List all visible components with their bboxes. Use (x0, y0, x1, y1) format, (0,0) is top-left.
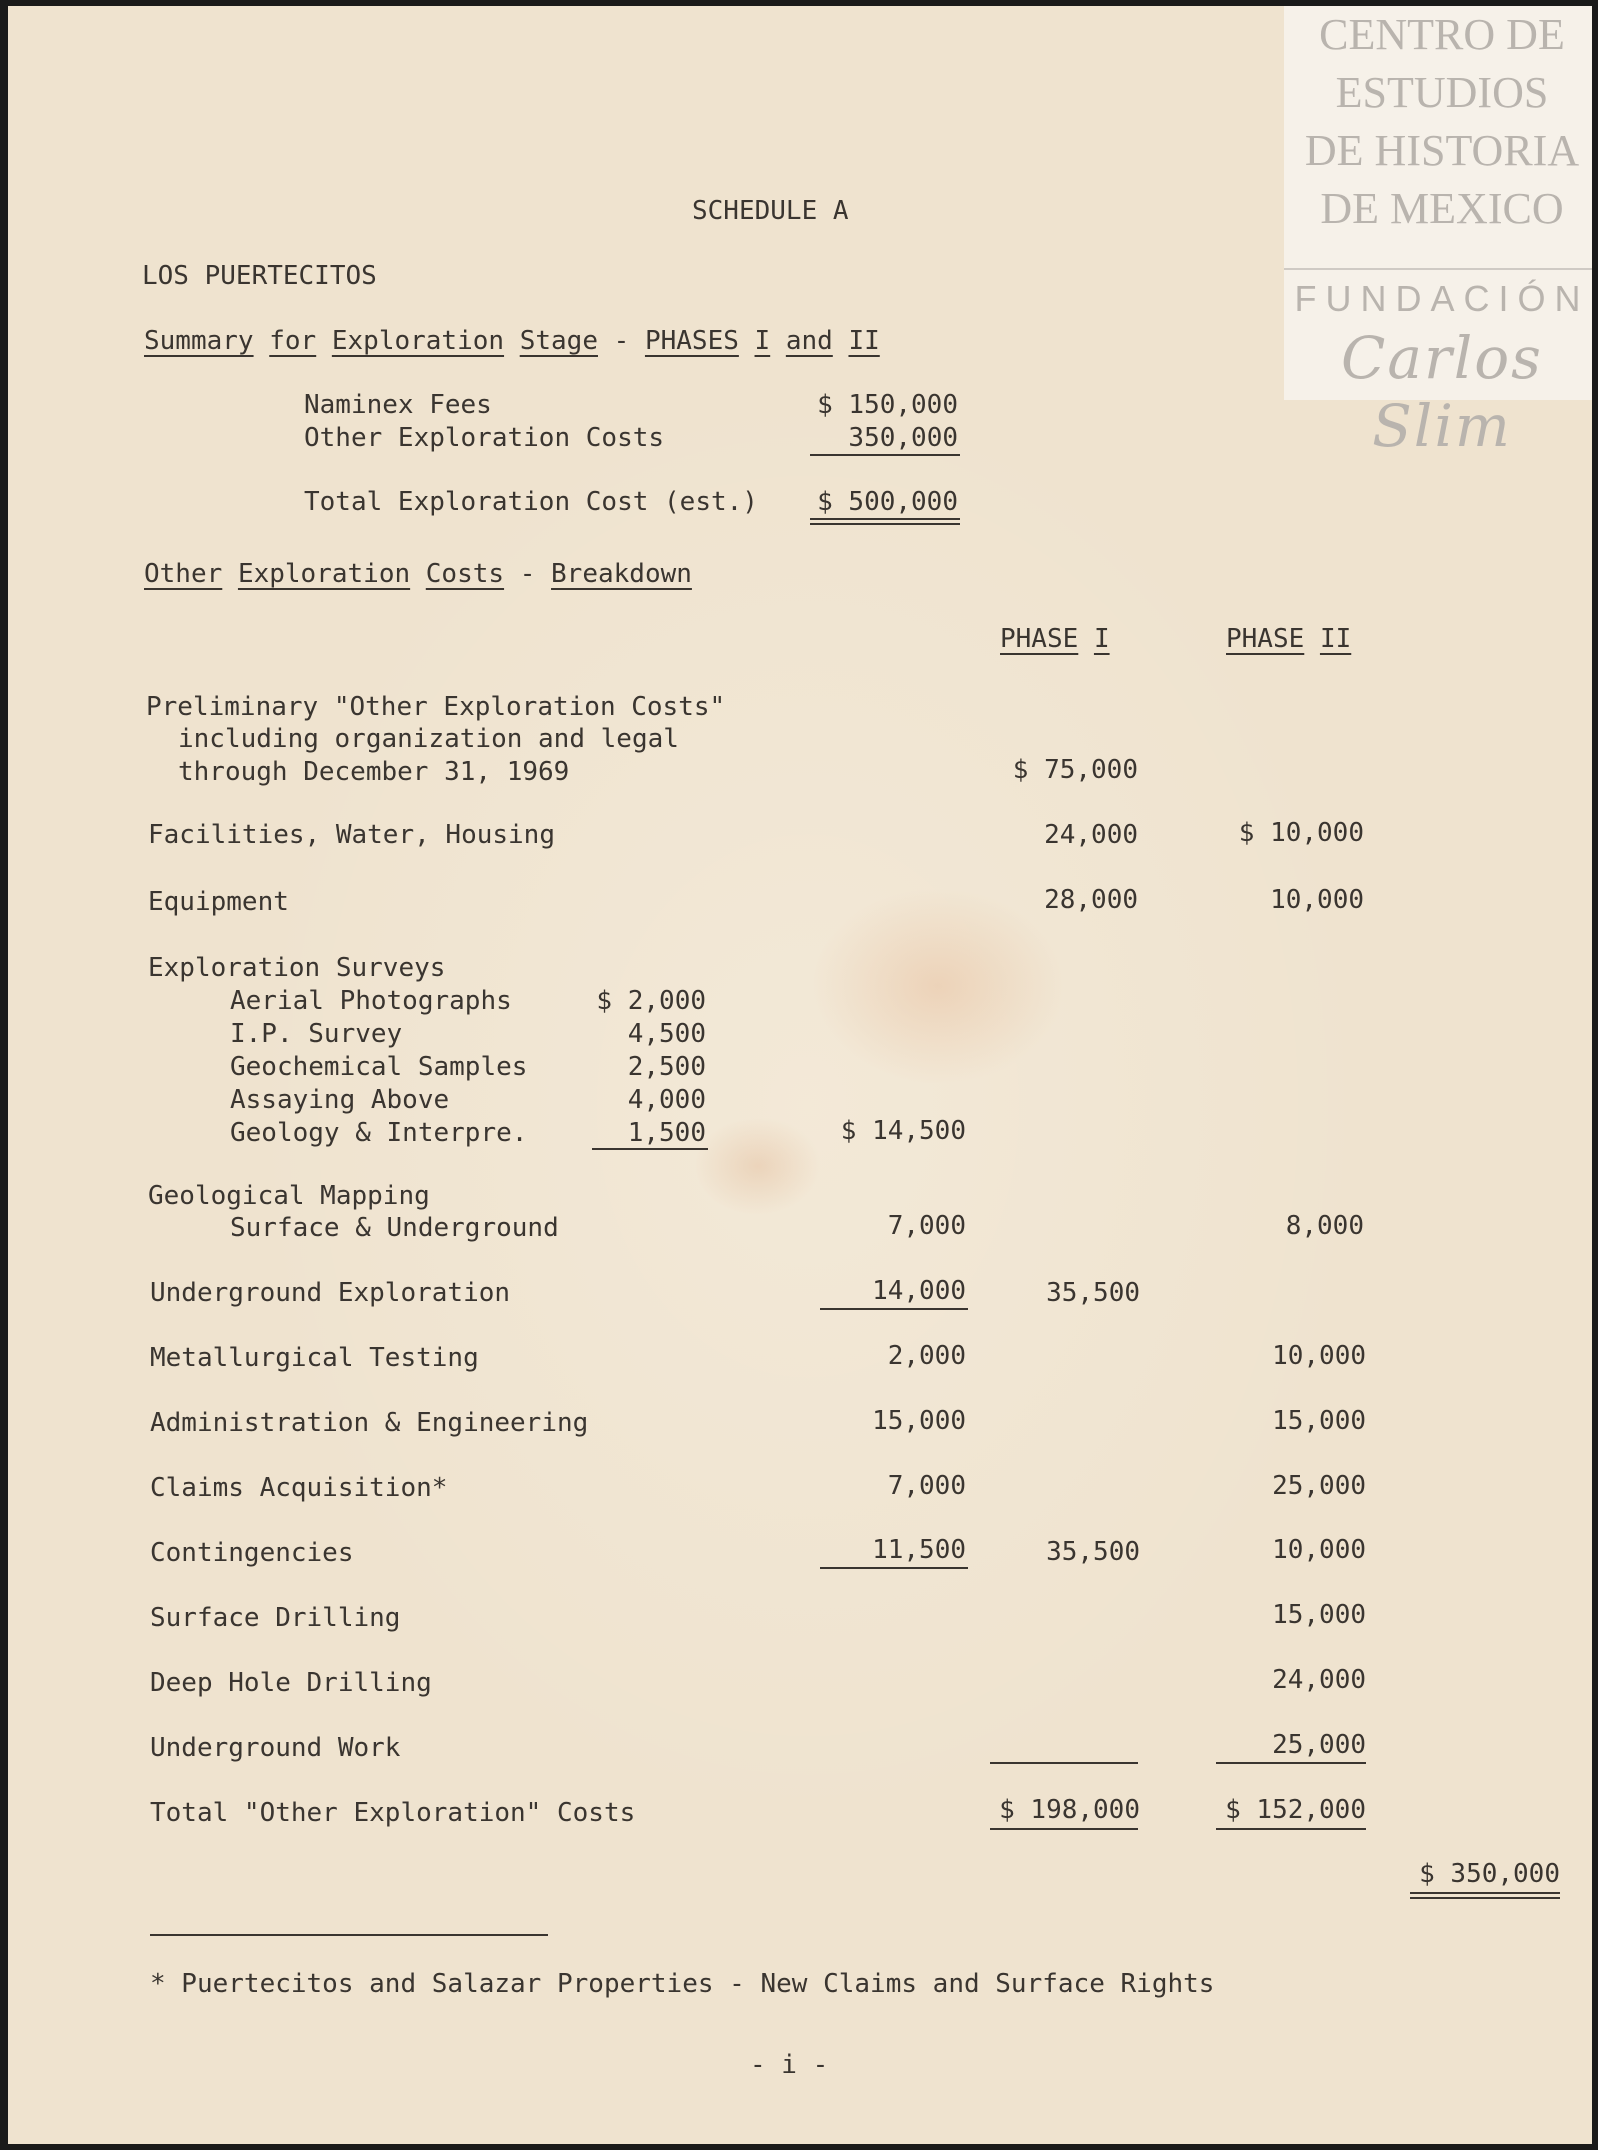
phase2-value: 10,000 (1272, 1535, 1366, 1565)
phase2-value: 10,000 (1270, 885, 1364, 915)
row-label: Metallurgical Testing (150, 1343, 479, 1373)
archive-stamp (1284, 6, 1592, 460)
stamp-line: DE HISTORIA (1304, 126, 1580, 175)
summary-total-label: Total Exploration Cost (est.) (304, 487, 758, 517)
survey-item-label: Aerial Photographs (230, 986, 512, 1016)
column-header-phase-2: PHASE II (1226, 624, 1352, 654)
survey-item-label: I.P. Survey (230, 1019, 403, 1049)
breakdown-heading: Other Exploration Costs - Breakdown (144, 559, 692, 589)
phase2-value: 15,000 (1272, 1600, 1366, 1630)
subtotal-value: 7,000 (887, 1211, 966, 1241)
phase1-total-rule (990, 1828, 1138, 1830)
phase1-value: 24,000 (1044, 820, 1138, 850)
summary-amount: $ 150,000 (817, 390, 958, 420)
grand-total: $ 350,000 (1419, 1859, 1560, 1889)
survey-item-label: Geochemical Samples (230, 1052, 528, 1082)
survey-item-amount: 4,000 (627, 1085, 706, 1115)
survey-item-amount: $ 2,000 (596, 986, 706, 1016)
row-label: Exploration Surveys (148, 953, 446, 983)
row-label: Facilities, Water, Housing (148, 820, 555, 850)
row-label: Contingencies (150, 1538, 354, 1568)
page-number: - i - (750, 2050, 829, 2080)
subtotal-value: $ 14,500 (840, 1116, 966, 1146)
survey-item-amount: 4,500 (627, 1019, 706, 1049)
phase1-value: 35,500 (1046, 1278, 1140, 1308)
row-label: Claims Acquisition* (150, 1473, 448, 1503)
footnote: * Puertecitos and Salazar Properties - New Claims and Surface Rights (150, 1969, 1215, 1999)
phase1-column-rule (990, 1762, 1138, 1764)
stamp-line: CENTRO DE (1319, 10, 1565, 59)
subtotal-value: 2,000 (887, 1341, 966, 1371)
property-name: LOS PUERTECITOS (142, 261, 377, 291)
total-label: Total "Other Exploration" Costs (150, 1798, 636, 1828)
phase1-value: 35,500 (1046, 1537, 1140, 1567)
phase1-value: $ 75,000 (1012, 755, 1138, 785)
phase2-value: 24,000 (1272, 1665, 1366, 1695)
stamp-line: DE MEXICO (1320, 184, 1564, 233)
phase2-total: $ 152,000 (1225, 1795, 1366, 1825)
row-label: Equipment (148, 887, 289, 917)
summary-amount: 350,000 (848, 423, 958, 453)
summary-total-double-rule (810, 518, 960, 525)
grand-total-double-rule (1410, 1892, 1560, 1899)
summary-total-amount: $ 500,000 (817, 487, 958, 517)
phase2-value: $ 10,000 (1238, 818, 1364, 848)
summary-label: Other Exploration Costs (304, 423, 665, 453)
row-label: Surface & Underground (230, 1213, 559, 1243)
footnote-rule (150, 1934, 548, 1936)
phase1-value: 28,000 (1044, 885, 1138, 915)
phase1-total: $ 198,000 (999, 1795, 1140, 1825)
summary-rule (810, 454, 960, 456)
column-header-phase-1: PHASE I (1000, 624, 1110, 654)
row-label: Preliminary "Other Exploration Costs" (146, 692, 726, 722)
phase2-value: 15,000 (1272, 1406, 1366, 1436)
row-label: Administration & Engineering (150, 1408, 589, 1438)
phase2-column-rule (1216, 1762, 1366, 1764)
subtotal-value: 11,500 (872, 1535, 966, 1565)
survey-item-amount: 2,500 (627, 1052, 706, 1082)
subtotal-value: 7,000 (887, 1471, 966, 1501)
row-label: Deep Hole Drilling (150, 1668, 432, 1698)
row-label: including organization and legal (178, 724, 679, 754)
stamp-signature: Carlos Slim (1341, 324, 1543, 460)
document-page (8, 6, 1592, 2144)
survey-subtotal-rule (592, 1148, 708, 1150)
summary-label: Naminex Fees (304, 390, 492, 420)
row-label: Geological Mapping (148, 1181, 430, 1211)
row-label: Surface Drilling (150, 1603, 401, 1633)
phase2-value: 10,000 (1272, 1341, 1366, 1371)
stamp-line: ESTUDIOS (1335, 68, 1549, 117)
subtotal-value: 14,000 (872, 1276, 966, 1306)
stamp-foundation: FUNDACIÓN (1284, 268, 1592, 320)
survey-item-label: Assaying Above (230, 1085, 450, 1115)
row-label: through December 31, 1969 (178, 757, 570, 787)
subtotal-value: 15,000 (872, 1406, 966, 1436)
row-label: Underground Exploration (150, 1278, 511, 1308)
survey-item-label: Geology & Interpre. (230, 1118, 528, 1148)
summary-heading: Summary for Exploration Stage - PHASES I and II (144, 326, 880, 356)
phase2-value: 25,000 (1272, 1471, 1366, 1501)
row-label: Underground Work (150, 1733, 401, 1763)
phase2-value: 25,000 (1272, 1730, 1366, 1760)
schedule-title: SCHEDULE A (692, 196, 849, 226)
phase2-total-rule (1216, 1828, 1366, 1830)
phase2-value: 8,000 (1285, 1211, 1364, 1241)
survey-item-amount: 1,500 (627, 1118, 706, 1148)
